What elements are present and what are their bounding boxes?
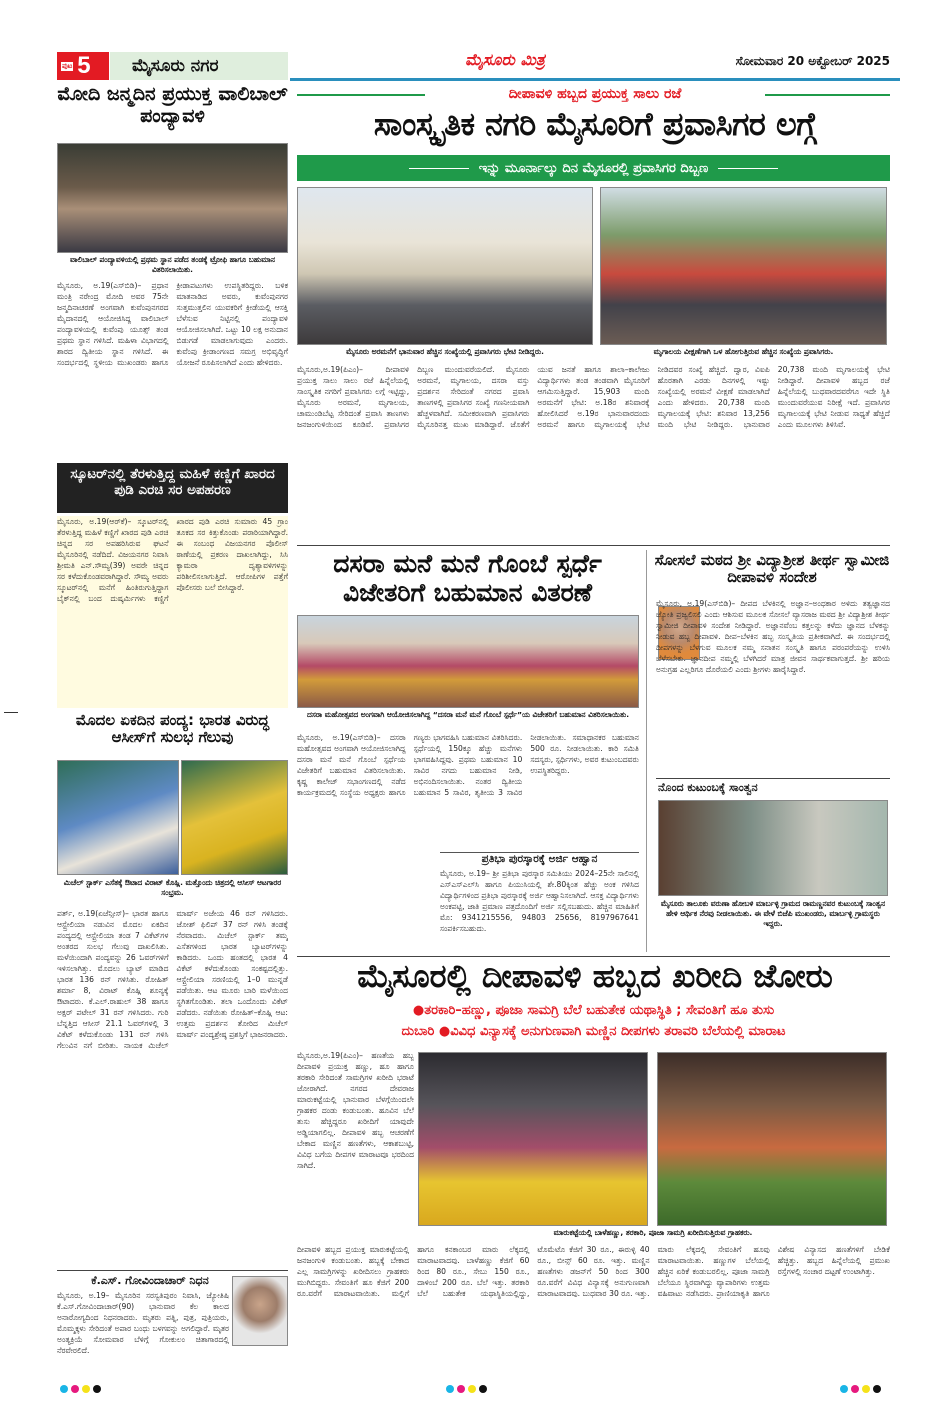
yellow-dot	[468, 1385, 476, 1393]
page-number-badge	[57, 52, 109, 80]
vegetable-market-photo	[657, 1052, 887, 1226]
market-body-bottom: ದೀಪಾವಳಿ ಹಬ್ಬದ ಪ್ರಯುಕ್ತ ಮಾರುಕಟ್ಟೆಯಲ್ಲಿ ಜನಜಂಗುಳಿ ಕಂಡುಬಂತು. ಹಬ್ಬಕ್ಕೆ ಬೇಕಾದ ಎಲ್ಲ ಸಾಮಗ್ರಿಗಳನ್ನು ಖರೀದಿಸಲು ಗ್ರಾಹಕರು ಮುಗಿಬಿದ್ದರು. ಸೇವಂತಿಗೆ ಹೂ ಕೆಜಿಗೆ 200 ರೂ.ವರೆಗೆ ಮಾರಾಟವಾಯಿತು. ಮಲ್ಲಿಗೆ ಹಾಗೂ ಕನಕಾಂಬರ ಮಾರು ಲೆಕ್ಕದಲ್ಲಿ ಮಾರಾಟವಾದವು. ಬಾಳೆಹಣ್ಣು ಕೆಜಿಗೆ 60 ರಿಂದ 80 ರೂ., ಸೇಬು 150 ರೂ., ದಾಳಿಂಬೆ 200 ರೂ. ಬೆಲೆ ಇತ್ತು. ತರಕಾರಿ ಬೆಲೆ ಬಹುತೇಕ ಯಥಾಸ್ಥಿತಿಯಲ್ಲಿದ್ದು, ಟೊಮೆಟೊ ಕೆಜಿಗೆ 30 ರೂ., ಈರುಳ್ಳಿ 40 ರೂ., ಬೀನ್ಸ್ 60 ರೂ. ಇತ್ತು. ಮಣ್ಣಿನ ಹಣತೆಗಳು ಡಜನ್‌ಗೆ 50 ರಿಂದ 300 ರೂ.ವರೆಗೆ ವಿವಿಧ ವಿನ್ಯಾಸಕ್ಕೆ ಅನುಗುಣವಾಗಿ ಮಾರಾಟವಾದವು. ಬುಧವಾರ 30 ರೂ. ಇತ್ತು. ಮಾರು ಲೆಕ್ಕದಲ್ಲಿ ಸೇವಂತಿಗೆ ಹೂವು ಮಾರಾಟವಾಯಿತು. ಹಣ್ಣುಗಳ ಬೆಲೆಯಲ್ಲಿ ಹೆಚ್ಚಿನ ಏರಿಕೆ ಕಂಡುಬರಲಿಲ್ಲ. ಪೂಜಾ ಸಾಮಗ್ರಿ ಬೆಲೆಯೂ ಸ್ಥಿರವಾಗಿದ್ದು ವ್ಯಾಪಾರಿಗಳು ಉತ್ತಮ ವಹಿವಾಟು ನಡೆಸಿದರು. ಪ್ರಾಣಿಯಾಕೃತಿ ಹಾಗೂ ವಿಶೇಷ ವಿನ್ಯಾಸದ ಹಣತೆಗಳಿಗೆ ಬೇಡಿಕೆ ಹೆಚ್ಚಿತ್ತು. ಹಬ್ಬದ ಹಿನ್ನೆಲೆಯಲ್ಲಿ ಪ್ರಮುಖ ರಸ್ತೆಗಳಲ್ಲಿ ಸಂಚಾರ ದಟ್ಟಣೆ ಉಂಟಾಗಿತ್ತು.	[297, 1245, 890, 1298]
lead-headline: ಸಾಂಸ್ಕೃತಿಕ ನಗರಿ ಮೈಸೂರಿಗೆ ಪ್ರವಾಸಿಗರ ಲಗ್ಗೆ	[373, 105, 817, 143]
registration-marks-right	[840, 1378, 884, 1397]
magenta-dot	[71, 1385, 79, 1393]
chain-snatching-headline: ಸ್ಕೂಟರ್‌ನಲ್ಲಿ ತೆರಳುತ್ತಿದ್ದ ಮಹಿಳೆ ಕಣ್ಣಿಗೆ ಖಾರದ ಪುಡಿ ಎರಚಿ ಸರ ಅಪಹರಣ	[57, 463, 288, 513]
page-number: 5	[77, 52, 91, 79]
black-dot	[93, 1385, 101, 1393]
market-body-top: ಮೈಸೂರು,ಅ.19(ಪಿಎಂ)– ಹಣತೆಯ ಹಬ್ಬ ದೀಪಾವಳಿ ಪ್ರಯುಕ್ತ ಹಣ್ಣು, ಹೂ ಹಾಗೂ ತರಕಾರಿ ಸೇರಿದಂತೆ ಸಾಮಗ್ರಿಗಳ ಖರೀದಿ ಭರಾಟೆ ಜೋರಾಗಿದೆ. ನಗರದ ದೇವರಾಜ ಮಾರುಕಟ್ಟೆಯಲ್ಲಿ ಭಾನುವಾರ ಬೆಳಗ್ಗೆಯಿಂದಲೇ ಗ್ರಾಹಕರ ದಂಡು ಕಂಡುಬಂತು. ಹೂವಿನ ಬೆಲೆ ತುಸು ಹೆಚ್ಚಿದ್ದರೂ ಖರೀದಿಗೆ ಯಾವುದೇ ಅಡ್ಡಿಯಾಗಲಿಲ್ಲ. ದೀಪಾವಳಿ ಹಬ್ಬ ಆಚರಣೆಗೆ ಬೇಕಾದ ಮಣ್ಣಿನ ಹಣತೆಗಳು, ಆಕಾಶಬುಟ್ಟಿ, ವಿವಿಧ ಬಗೆಯ ದೀಪಗಳ ಮಾರಾಟವೂ ಭರದಿಂದ ಸಾಗಿದೆ.	[297, 1051, 414, 1170]
obituary-headline: ಕೆ.ಎಸ್. ಗೋವಿಂದಾಚಾರ್ ನಿಧನ	[91, 1274, 209, 1287]
cricket-body: ಪರ್ತ್, ಅ.19(ಏಜೆನ್ಸೀಸ್)– ಭಾರತ ಹಾಗೂ ಆಸ್ಟ್ರೇಲಿಯಾ ನಡುವಿನ ಮೊದಲ ಏಕದಿನ ಪಂದ್ಯದಲ್ಲಿ ಆಸ್ಟ್ರೇಲಿಯಾ ತಂಡ 7 ವಿಕೆಟ್‌ಗಳ ಅಂತರದ ಸುಲಭ ಗೆಲುವು ದಾಖಲಿಸಿತು. ಮಳೆಯಿಂದಾಗಿ ಪಂದ್ಯವನ್ನು 26 ಓವರ್‌ಗಳಿಗೆ ಇಳಿಸಲಾಗಿತ್ತು. ಮೊದಲು ಬ್ಯಾಟ್ ಮಾಡಿದ ಭಾರತ 136 ರನ್ ಗಳಿಸಿತು. ರೋಹಿತ್ ಶರ್ಮಾ 8, ವಿರಾಟ್ ಕೊಹ್ಲಿ ಶೂನ್ಯಕ್ಕೆ ಔಟಾದರು. ಕೆ.ಎಲ್.ರಾಹುಲ್ 38 ಹಾಗೂ ಅಕ್ಷರ್ ಪಟೇಲ್ 31 ರನ್ ಗಳಿಸಿದರು. ಗುರಿ ಬೆನ್ನತ್ತಿದ ಆಸೀಸ್ 21.1 ಓವರ್‌ಗಳಲ್ಲಿ 3 ವಿಕೆಟ್ ಕಳೆದುಕೊಂಡು 131 ರನ್ ಗಳಿಸಿ ಗೆಲುವಿನ ನಗೆ ಬೀರಿತು. ನಾಯಕ ಮಿಚೆಲ್ ಮಾರ್ಷ್ ಅಜೇಯ 46 ರನ್ ಗಳಿಸಿದರು. ಜೋಶ್ ಫಿಲಿಪ್ 37 ರನ್ ಗಳಿಸಿ ತಂಡಕ್ಕೆ ನೆರವಾದರು. ಮಿಚೆಲ್ ಸ್ಟಾರ್ಕ್ ತಮ್ಮ ಎಸೆತಗಳಿಂದ ಭಾರತ ಬ್ಯಾಟರ್‌ಗಳನ್ನು ಕಾಡಿದರು. ಒಂದು ಹಂತದಲ್ಲಿ ಭಾರತ 4 ವಿಕೆಟ್ ಕಳೆದುಕೊಂಡು ಸಂಕಷ್ಟದಲ್ಲಿತ್ತು. ಆಸ್ಟ್ರೇಲಿಯಾ ಸರಣಿಯಲ್ಲಿ 1–0 ಮುನ್ನಡೆ ಪಡೆಯಿತು. ಆಟ ಮೂರು ಬಾರಿ ಮಳೆಯಿಂದ ಸ್ಥಗಿತಗೊಂಡಿತು. ತಲಾ ಒಂದೊಂದು ವಿಕೆಟ್ ಪಡೆದರು. ನಡೆಯಿತು ರೋಹಿತ್–ಕೊಹ್ಲಿ ಆಟ: ಉತ್ತಮ ಪ್ರದರ್ಶನ ತೋರಿದ ಮಿಚೆಲ್ ಮಾರ್ಷ್ ಪಂದ್ಯಶ್ರೇಷ್ಠ ಪ್ರಶಸ್ತಿಗೆ ಭಾಜನರಾದರು.	[57, 909, 288, 1050]
sosale-body: ಮೈಸೂರು, ಅ.19(ಎಸ್‌ಬಿಡಿ)– ದೀಪದ ಬೆಳಕಿನಲ್ಲಿ ಅಜ್ಞಾನ–ಅಂಧಕಾರ ಅಳಿದು ತತ್ವಜ್ಞಾನದ ಜ್ಯೋತಿ ಪ್ರಜ್ವಲಿಸಲಿ ಎಂದು ಆಶಿಸುವ ಮೂಲಕ ಸೋಸಲೆ ವ್ಯಾಸರಾಜ ಮಠದ ಶ್ರೀ ವಿದ್ಯಾಶ್ರೀಶ ತೀರ್ಥ ಸ್ವಾಮೀಜಿ ದೀಪಾವಳಿ ಸಂದೇಶ ನೀಡಿದ್ದಾರೆ. ಅಜ್ಞಾನವೆಂಬ ಕತ್ತಲನ್ನು ಕಳೆದು ಜ್ಞಾನದ ಬೆಳಕನ್ನು ನೀಡುವ ಹಬ್ಬ ದೀಪಾವಳಿ. ದೀಪ–ಬೆಳಕಿನ ಹಬ್ಬ ಸಂಸ್ಕೃತಿಯ ಪ್ರತೀಕವಾಗಿದೆ. ಈ ಸಂದರ್ಭದಲ್ಲಿ ದೀಪಗಳನ್ನು ಬೆಳಗುವ ಮೂಲಕ ನಮ್ಮ ಸನಾತನ ಸಂಸ್ಕೃತಿ ಹಾಗೂ ಪರಂಪರೆಯನ್ನು ಉಳಿಸಿ ಬೆಳೆಸಬೇಕು. ಜ್ಞಾನದೀಪ ನಮ್ಮಲ್ಲಿ ಬೆಳಗಿದರೆ ಮಾತ್ರ ಜೀವನ ಸಾರ್ಥಕವಾಗುತ್ತದೆ. ಶ್ರೀ ಹರಿಯ ಅನುಗ್ರಹ ಎಲ್ಲರಿಗೂ ದೊರೆಯಲಿ ಎಂದು ಶ್ರೀಗಳು ಹಾರೈಸಿದ್ದಾರೆ.	[656, 599, 890, 674]
magenta-dot	[457, 1385, 465, 1393]
black-dot	[479, 1385, 487, 1393]
fold-mark	[4, 712, 18, 713]
market-caption: ಮಾರುಕಟ್ಟೆಯಲ್ಲಿ ಬಾಳೆಹಣ್ಣು, ತರಕಾರಿ, ಪೂಜಾ ಸಾಮಗ್ರಿ ಖರೀದಿಸುತ್ತಿರುವ ಗ್ರಾಹಕರು.	[553, 1228, 753, 1237]
dasara-headline: ದಸರಾ ಮನೆ ಮನೆ ಗೊಂಬೆ ಸ್ಪರ್ಧೆ ವಿಜೇತರಿಗೆ ಬಹುಮಾನ ವಿತರಣೆ	[333, 549, 602, 607]
divider	[297, 545, 890, 546]
masthead: ಮೈಸೂರು ಮಿತ್ರ	[465, 50, 545, 69]
dasara-caption: ದಸರಾ ಮಹೋತ್ಸವದ ಅಂಗವಾಗಿ ಆಯೋಜಿಸಲಾಗಿದ್ದ “ದಸರಾ ಮನೆ ಮನೆ ಗೊಂಬೆ ಸ್ಪರ್ಧೆ”ಯ ವಿಜೇತರಿಗೆ ಬಹುಮಾನ ವಿತರಿಸಲಾಯಿತು.	[306, 710, 630, 719]
talent-award-headline: ಪ್ರತಿಭಾ ಪುರಸ್ಕಾರಕ್ಕೆ ಅರ್ಜಿ ಆಹ್ವಾನ	[440, 852, 639, 866]
flower-market-photo	[418, 1052, 648, 1226]
obituary-photo	[232, 1276, 288, 1346]
condolence-photo	[658, 800, 888, 896]
divider	[656, 778, 890, 779]
dasara-body: ಮೈಸೂರು, ಅ.19(ಎಸ್‌ಬಿಡಿ)– ದಸರಾ ಮಹೋತ್ಸವದ ಅಂಗವಾಗಿ ಆಯೋಜಿಸಲಾಗಿದ್ದ ದಸರಾ ಮನೆ ಮನೆ ಗೊಂಬೆ ಸ್ಪರ್ಧೆಯ ವಿಜೇತರಿಗೆ ಬಹುಮಾನ ವಿತರಿಸಲಾಯಿತು. ಕೃಷ್ಣ ಕಾಲೇಜ್ ಸಭಾಂಗಣದಲ್ಲಿ ನಡೆದ ಕಾರ್ಯಕ್ರಮದಲ್ಲಿ ಸಂಸ್ಥೆಯ ಅಧ್ಯಕ್ಷರು ಹಾಗೂ ಗಣ್ಯರು ಭಾಗವಹಿಸಿ ಬಹುಮಾನ ವಿತರಿಸಿದರು. ಸ್ಪರ್ಧೆಯಲ್ಲಿ 150ಕ್ಕೂ ಹೆಚ್ಚು ಮನೆಗಳು ಭಾಗವಹಿಸಿದ್ದವು. ಪ್ರಥಮ ಬಹುಮಾನ 10 ಸಾವಿರ ನಗದು ಬಹುಮಾನ ನೀಡಿ, ಅಭಿನಂದಿಸಲಾಯಿತು. ನಂತರ ದ್ವಿತೀಯ ಬಹುಮಾನ 5 ಸಾವಿರ, ತೃತೀಯ 3 ಸಾವಿರ ನೀಡಲಾಯಿತು. ಸಮಾಧಾನಕರ ಬಹುಮಾನ 500 ರೂ. ನೀಡಲಾಯಿತು. ಕಾರಿ ಸಮಿತಿ ಸದಸ್ಯರು, ಸ್ಪರ್ಧಿಗಳು, ಅವರ ಕುಟುಂಬದವರು ಉಪಸ್ಥಿತರಿದ್ದರು.	[297, 733, 639, 797]
zoo-photo	[600, 187, 887, 345]
magenta-dot	[851, 1385, 859, 1393]
palace-caption: ಮೈಸೂರು ಅರಮನೆಗೆ ಭಾನುವಾರ ಹೆಚ್ಚಿನ ಸಂಖ್ಯೆಯಲ್ಲಿ ಪ್ರವಾಸಿಗರು ಭೇಟಿ ನೀಡಿದ್ದರು.	[346, 347, 544, 356]
palace-photo	[297, 187, 593, 345]
cyan-dot	[446, 1385, 454, 1393]
divider	[646, 550, 647, 952]
volleyball-body: ಮೈಸೂರು, ಅ.19(ಎಸ್‌ಬಿಡಿ)– ಪ್ರಧಾನ ಮಂತ್ರಿ ನರೇಂದ್ರ ಮೋದಿ ಅವರ 75ನೇ ಜನ್ಮದಿನಾಚರಣೆ ಅಂಗವಾಗಿ ಕುವೆಂಪುನಗರದ ಮೈದಾನದಲ್ಲಿ ಆಯೋಜಿಸಿದ್ದ ವಾಲಿಬಾಲ್ ಪಂದ್ಯಾವಳಿಯಲ್ಲಿ ಕುವೆಂಪು ಯೂತ್ಸ್ ತಂಡ ಪ್ರಥಮ ಸ್ಥಾನ ಗಳಿಸಿದೆ. ಮಹಿಳಾ ವಿಭಾಗದಲ್ಲಿ ಶಾರದ ದ್ವಿತೀಯ ಸ್ಥಾನ ಗಳಿಸಿದೆ. ಈ ಸಂದರ್ಭದಲ್ಲಿ ಸ್ಥಳೀಯ ಮುಖಂಡರು ಹಾಗೂ ಕ್ರೀಡಾಪಟುಗಳು ಉಪಸ್ಥಿತರಿದ್ದರು. ಬಳಿಕ ಮಾತನಾಡಿದ ಅವರು, ಕುವೆಂಪುನಗರ ಸುತ್ತಮುತ್ತಲಿನ ಯುವಕರಿಗೆ ಕ್ರೀಡೆಯಲ್ಲಿ ಆಸಕ್ತಿ ಬೆಳೆಸುವ ನಿಟ್ಟಿನಲ್ಲಿ ಪಂದ್ಯಾವಳಿ ಆಯೋಜಿಸಲಾಗಿದೆ. ಒಟ್ಟು 10 ಲಕ್ಷ ಅನುದಾನ ಬಿಡುಗಡೆ ಮಾಡಲಾಗುವುದು ಎಂದರು. ಕುವೆಂಪು ಕ್ರೀಡಾಂಗಣದ ಸಮಗ್ರ ಅಭಿವೃದ್ಧಿಗೆ ಯೋಜನೆ ರೂಪಿಸಲಾಗಿದೆ ಎಂದು ಹೇಳಿದರು.	[57, 281, 288, 367]
market-subhead-2: ದುಬಾರಿ ●ವಿವಿಧ ವಿನ್ಯಾಸಕ್ಕೆ ಅನುಗುಣವಾಗಿ ಮಣ್ಣಿನ ದೀಪಗಳು ತರಾವರಿ ಬೆಲೆಯಲ್ಲಿ ಮಾರಾಟ	[401, 1024, 786, 1039]
registration-marks-center	[446, 1378, 490, 1397]
header-rule	[290, 78, 900, 81]
market-subhead-1: ●ತರಕಾರಿ–ಹಣ್ಣು, ಪೂಜಾ ಸಾಮಗ್ರಿ ಬೆಲೆ ಬಹುತೇಕ ಯಥಾಸ್ಥಿತಿ ; ಸೇವಂತಿಗೆ ಹೂ ತುಸು	[412, 1003, 775, 1018]
lead-strap	[297, 155, 890, 181]
cyan-dot	[60, 1385, 68, 1393]
lead-strap-text: ಇನ್ನು ಮೂರ್ನಾಲ್ಕು ದಿನ ಮೈಸೂರಲ್ಲಿ ಪ್ರವಾಸಿಗರ ದಿಬ್ಬಣ	[478, 160, 709, 176]
yellow-dot	[862, 1385, 870, 1393]
cricket-caption: ಮಿಚೆಲ್ ಸ್ಟಾರ್ಕ್ ಎಸೆತಕ್ಕೆ ಔಟಾದ ವಿರಾಟ್ ಕೊಹ್ಲಿ. ಮತ್ತೊಂದು ಚಿತ್ರದಲ್ಲಿ ಆಸೀಸ್ ಆಟಗಾರರ ಸಂಭ್ರಮ.	[63, 878, 282, 897]
cricket-photo-kohli	[57, 760, 179, 875]
black-dot	[873, 1385, 881, 1393]
cricket-photo-aussies	[181, 760, 288, 875]
cricket-headline: ಮೊದಲ ಏಕದಿನ ಪಂದ್ಯ: ಭಾರತ ವಿರುದ್ಧ ಆಸೀಸ್‌ಗೆ ಸುಲಭ ಗೆಲುವು	[75, 711, 270, 747]
zoo-caption: ಮೃಗಾಲಯ ವೀಕ್ಷಣೆಗಾಗಿ ಒಳ ಹೋಗುತ್ತಿರುವ ಹೆಚ್ಚಿನ ಸಂಖ್ಯೆಯ ಪ್ರವಾಸಿಗರು.	[653, 347, 834, 356]
strap-line	[718, 168, 778, 169]
volleyball-caption: ವಾಲಿಬಾಲ್ ಪಂದ್ಯಾವಳಿಯಲ್ಲಿ ಪ್ರಥಮ ಸ್ಥಾನ ಪಡೆದ ತಂಡಕ್ಕೆ ಟ್ರೋಫಿ ಹಾಗೂ ಬಹುಮಾನ ವಿತರಿಸಲಾಯಿತು.	[70, 255, 275, 274]
volleyball-photo	[57, 143, 288, 253]
dasara-photo	[297, 615, 639, 708]
volleyball-headline: ಮೋದಿ ಜನ್ಮದಿನ ಪ್ರಯುಕ್ತ ವಾಲಿಬಾಲ್ ಪಂದ್ಯಾವಳಿ	[57, 83, 288, 127]
talent-award-body: ಮೈಸೂರು, ಅ.19– ಶ್ರೀ ಪ್ರತಿಭಾ ಪುರಸ್ಕಾರ ಸಮಿತಿಯು 2024–25ನೇ ಸಾಲಿನಲ್ಲಿ ಎಸ್‌ಎಸ್‌ಎಲ್‌ಸಿ ಹಾಗೂ ಪಿಯುಸಿಯಲ್ಲಿ ಶೇ.80ಕ್ಕಿಂತ ಹೆಚ್ಚು ಅಂಕ ಗಳಿಸಿದ ವಿದ್ಯಾರ್ಥಿಗಳಿಂದ ಪ್ರತಿಭಾ ಪುರಸ್ಕಾರಕ್ಕೆ ಅರ್ಜಿ ಆಹ್ವಾನಿಸಲಾಗಿದೆ. ಆಸಕ್ತ ವಿದ್ಯಾರ್ಥಿಗಳು ಅಂಕಪಟ್ಟಿ, ಜಾತಿ ಪ್ರಮಾಣ ಪತ್ರದೊಂದಿಗೆ ಅರ್ಜಿ ಸಲ್ಲಿಸಬಹುದು. ಹೆಚ್ಚಿನ ಮಾಹಿತಿಗೆ ಮೊ: 9341215556, 94803 25656, 8197967641 ಸಂಪರ್ಕಿಸಬಹುದು.	[440, 869, 639, 933]
market-headline: ಮೈಸೂರಲ್ಲಿ ದೀಪಾವಳಿ ಹಬ್ಬದ ಖರೀದಿ ಜೋರು	[357, 957, 833, 995]
divider	[57, 1270, 288, 1271]
issue-date: ಸೋಮವಾರ 20 ಅಕ್ಟೋಬರ್ 2025	[735, 54, 890, 68]
sosale-headline: ಸೋಸಲೆ ಮಠದ ಶ್ರೀ ವಿದ್ಯಾಶ್ರೀಶ ತೀರ್ಥ ಸ್ವಾಮೀಜಿ ದೀಪಾವಳಿ ಸಂದೇಶ	[654, 551, 890, 587]
condolence-headline: ನೊಂದ ಕುಟುಂಬಕ್ಕೆ ಸಾಂತ್ವನ	[658, 781, 758, 794]
condolence-caption: ಮೈಸೂರು ತಾಲೂಕು ವರುಣಾ ಹೋಬಳಿ ಮಾರ್ಬಳ್ಳಿ ಗ್ರಾಮದ ರಾಮಣ್ಣನವರ ಕುಟುಂಬಕ್ಕೆ ಸಾಂತ್ವನ ಹೇಳಿ ಆರ್ಥಿಕ ನೆರವು ನೀಡಲಾಯಿತು. ಈ ವೇಳೆ ಬಿಜೆಪಿ ಮುಖಂಡರು, ಮಾರ್ಬಳ್ಳಿ ಗ್ರಾಮಸ್ಥರು ಇದ್ದರು.	[660, 899, 886, 928]
chain-snatching-body: ಮೈಸೂರು, ಅ.19(ಆರ್‌ಕೆ)– ಸ್ಕೂಟರ್‌ನಲ್ಲಿ ತೆರಳುತ್ತಿದ್ದ ಮಹಿಳೆ ಕಣ್ಣಿಗೆ ಖಾರದ ಪುಡಿ ಎರಚಿ ಚಿನ್ನದ ಸರ ಅಪಹರಿಸಿರುವ ಘಟನೆ ಮೈಸೂರಿನಲ್ಲಿ ನಡೆದಿದೆ. ವಿಜಯನಗರ ನಿವಾಸಿ ಶ್ರೀಮತಿ ಎನ್.ಸೌಮ್ಯ(39) ಅವರೇ ಚಿನ್ನದ ಸರ ಕಳೆದುಕೊಂಡವರಾಗಿದ್ದಾರೆ. ಸೌಮ್ಯ ಅವರು ಸ್ಕೂಟರ್‌ನಲ್ಲಿ ಮನೆಗೆ ಹಿಂತಿರುಗುತ್ತಿದ್ದಾಗ ಬೈಕ್‌ನಲ್ಲಿ ಬಂದ ದುಷ್ಕರ್ಮಿಗಳು ಕಣ್ಣಿಗೆ ಖಾರದ ಪುಡಿ ಎರಚಿ ಸುಮಾರು 45 ಗ್ರಾಂ ತೂಕದ ಸರ ಕಿತ್ತುಕೊಂಡು ಪರಾರಿಯಾಗಿದ್ದಾರೆ. ಈ ಸಂಬಂಧ ವಿಜಯನಗರ ಪೊಲೀಸ್ ಠಾಣೆಯಲ್ಲಿ ಪ್ರಕರಣ ದಾಖಲಾಗಿದ್ದು, ಸಿಸಿ ಕ್ಯಾಮರಾ ದೃಶ್ಯಾವಳಿಗಳನ್ನು ಪರಿಶೀಲಿಸಲಾಗುತ್ತಿದೆ. ಆರೋಪಿಗಳ ಪತ್ತೆಗೆ ಪೊಲೀಸರು ಬಲೆ ಬೀಸಿದ್ದಾರೆ.	[57, 516, 288, 708]
yellow-dot	[82, 1385, 90, 1393]
section-title: ಮೈಸೂರು ನಗರ	[110, 52, 288, 80]
lead-kicker: ದೀಪಾವಳಿ ಹಬ್ಬದ ಪ್ರಯುಕ್ತ ಸಾಲು ರಜೆ	[425, 86, 765, 102]
strap-line	[409, 168, 469, 169]
cyan-dot	[840, 1385, 848, 1393]
registration-marks-left	[60, 1378, 104, 1397]
obituary-body: ಮೈಸೂರು, ಅ.19– ಮೈಸೂರಿನ ಸರಸ್ವತಿಪುರಂ ನಿವಾಸಿ, ಜ್ಯೋತಿಷಿ ಕೆ.ಎಸ್.ಗೋವಿಂದಾಚಾರ್(90) ಭಾನುವಾರ ಕೆಲ ಕಾಲದ ಅನಾರೋಗ್ಯದಿಂದ ನಿಧನರಾದರು. ಮೃತರು ಪತ್ನಿ, ಪುತ್ರ, ಪುತ್ರಿಯರು, ಮೊಮ್ಮಕ್ಕಳು ಸೇರಿದಂತೆ ಅಪಾರ ಬಂಧು ಬಳಗವನ್ನು ಅಗಲಿದ್ದಾರೆ. ಮೃತರ ಅಂತ್ಯಕ್ರಿಯೆ ಸೋಮವಾರ ಬೆಳಿಗ್ಗೆ ಗೋಕುಲಂ ಚಿತಾಗಾರದಲ್ಲಿ ನೆರವೇರಲಿದೆ.	[57, 1291, 229, 1355]
page-label: ಪುಟ	[62, 61, 73, 70]
lead-body: ಮೈಸೂರು,ಅ.19(ಪಿಎಂ)– ದೀಪಾವಳಿ ಪ್ರಯುಕ್ತ ಸಾಲು ಸಾಲು ರಜೆ ಹಿನ್ನೆಲೆಯಲ್ಲಿ ಸಾಂಸ್ಕೃತಿಕ ನಗರಿಗೆ ಪ್ರವಾಸಿಗರು ಲಗ್ಗೆ ಇಟ್ಟಿದ್ದು, ಮೈಸೂರು ಅರಮನೆ, ಮೃಗಾಲಯ, ಚಾಮುಂಡಿಬೆಟ್ಟ ಸೇರಿದಂತೆ ಪ್ರವಾಸಿ ತಾಣಗಳು ಜನಜಂಗುಳಿಯಿಂದ ಕೂಡಿವೆ. ಪ್ರವಾಸಿಗರ ದಿಬ್ಬಣ ಮುಂದುವರೆಯಲಿದೆ. ಮೈಸೂರು ಅರಮನೆ, ಮೃಗಾಲಯ, ದಸರಾ ವಸ್ತು ಪ್ರದರ್ಶನ ಸೇರಿದಂತೆ ನಗರದ ಪ್ರವಾಸಿ ತಾಣಗಳಲ್ಲಿ ಪ್ರವಾಸಿಗರ ಸಂಖ್ಯೆ ಗಣನೀಯವಾಗಿ ಹೆಚ್ಚಳವಾಗಿದೆ. ಸಮೀಕರಣವಾಗಿ ಪ್ರವಾಸಿಗರು ಮೈಸೂರಿನತ್ತ ಮುಖ ಮಾಡಿದ್ದಾರೆ. ಜೊತೆಗೆ ಯುವ ಜನತೆ ಹಾಗೂ ಶಾಲಾ–ಕಾಲೇಜು ವಿದ್ಯಾರ್ಥಿಗಳು ತಂಡ ತಂಡವಾಗಿ ಮೈಸೂರಿಗೆ ಆಗಮಿಸುತ್ತಿದ್ದಾರೆ. 15,903 ಮಂದಿ ಅರಮನೆಗೆ ಭೇಟಿ: ಅ.18ರ ಶನಿವಾರಕ್ಕೆ ಹೋಲಿಸಿದರೆ ಅ.19ರ ಭಾನುವಾರದಂದು ಅರಮನೆ ಹಾಗೂ ಮೃಗಾಲಯಕ್ಕೆ ಭೇಟಿ ನೀಡಿದವರ ಸಂಖ್ಯೆ ಹೆಚ್ಚಿದೆ. ದ್ವಾರ, ವಿಐಪಿ ಹೊರತಾಗಿ ಎರಡು ದಿನಗಳಲ್ಲಿ ಇಷ್ಟು ಸಂಖ್ಯೆಯಲ್ಲಿ ಅರಮನೆ ವೀಕ್ಷಣೆ ಮಾಡಲಾಗಿದೆ ಎಂದು ಹೇಳಿದರು. 20,738 ಮಂದಿ ಮೃಗಾಲಯಕ್ಕೆ ಭೇಟಿ: ಶನಿವಾರ 13,256 ಮಂದಿ ಭೇಟಿ ನೀಡಿದ್ದರು. ಭಾನುವಾರ 20,738 ಮಂದಿ ಮೃಗಾಲಯಕ್ಕೆ ಭೇಟಿ ನೀಡಿದ್ದಾರೆ. ದೀಪಾವಳಿ ಹಬ್ಬದ ರಜೆ ಹಿನ್ನೆಲೆಯಲ್ಲಿ ಬುಧವಾರದವರೆಗೂ ಇದೇ ಸ್ಥಿತಿ ಮುಂದುವರೆಯುವ ನಿರೀಕ್ಷೆ ಇದೆ. ಪ್ರವಾಸಿಗರ ಮೃಗಾಲಯಕ್ಕೆ ಭೇಟಿ ನೀಡುವ ಸಾಧ್ಯತೆ ಹೆಚ್ಚಿದೆ ಎಂದು ಮೂಲಗಳು ತಿಳಿಸಿವೆ.	[297, 365, 890, 429]
